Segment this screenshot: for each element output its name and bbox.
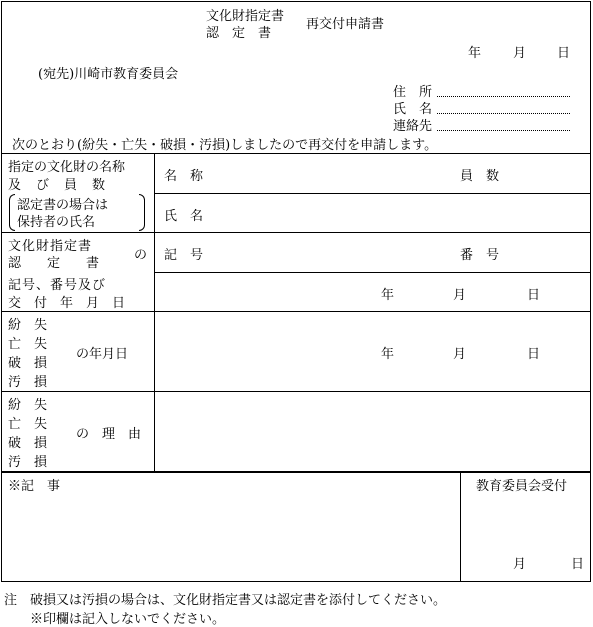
row4-divider <box>1 311 591 312</box>
reception-label: 教育委員会受付 <box>476 479 568 494</box>
table-column-divider <box>154 153 155 471</box>
title-suffix: 再交付申請書 <box>306 17 385 32</box>
row5-reason-3: 破 損 <box>8 356 48 371</box>
table-top-line <box>1 153 591 154</box>
date-year: 年 <box>468 46 482 61</box>
row2-divider <box>1 232 591 233</box>
row1-label-line2: 及 び 員 数 <box>8 178 107 193</box>
date-month: 月 <box>513 46 527 61</box>
row2-name-header: 氏 名 <box>164 209 204 224</box>
reception-day: 日 <box>571 557 585 572</box>
row5-month: 月 <box>453 347 467 362</box>
addressee: (宛先)川崎市教育委員会 <box>38 67 179 82</box>
note-line1: 注 破損又は汚損の場合は、文化財指定書又は認定書を添付してください。 <box>4 593 447 608</box>
row5-divider <box>1 391 591 392</box>
title-line1: 文化財指定書 <box>206 9 285 24</box>
row2-label-line2: 保持者の氏名 <box>17 215 96 230</box>
row3-label-line2: 認 定 書 <box>8 256 100 271</box>
row6-reason-4: 汚 損 <box>8 455 48 470</box>
title-line2: 認 定 書 <box>206 26 272 41</box>
reception-month: 月 <box>513 557 527 572</box>
row5-date-label: の年月日 <box>76 347 129 362</box>
row6-reason-1: 紛 失 <box>8 398 48 413</box>
row6-reason-3: 破 損 <box>8 436 48 451</box>
row1-count-header: 員 数 <box>460 169 500 184</box>
row4-label-line2: 交 付 年 月 日 <box>8 296 126 311</box>
applicant-contact-field[interactable] <box>437 130 570 131</box>
applicant-name-field[interactable] <box>437 113 570 114</box>
row5-day: 日 <box>527 347 541 362</box>
row1-label-line1: 指定の文化財の名称 <box>8 160 126 175</box>
row3-symbol-header: 記 号 <box>164 248 204 263</box>
row3-number-header: 番 号 <box>460 248 500 263</box>
row3-divider <box>154 272 591 273</box>
applicant-contact-label: 連絡先 <box>393 119 433 134</box>
row3-label-line1: 文化財指定書 <box>8 239 93 254</box>
row5-reason-1: 紛 失 <box>8 318 48 333</box>
applicant-name-label: 氏 名 <box>393 102 433 117</box>
row4-day: 日 <box>527 288 541 303</box>
row6-reason-2: 亡 失 <box>8 417 48 432</box>
row2-right-bracket <box>139 194 145 231</box>
row1-name-header: 名 称 <box>164 169 204 184</box>
row5-year: 年 <box>381 347 395 362</box>
date-day: 日 <box>557 46 571 61</box>
row6-reason-label: の 理 由 <box>76 427 142 442</box>
row1-divider <box>154 193 591 194</box>
row2-label-line1: 認定書の場合は <box>17 198 109 213</box>
row3-no-particle: の <box>134 248 148 263</box>
row2-left-bracket <box>9 194 15 231</box>
row1-name-field[interactable] <box>160 167 440 187</box>
row4-year: 年 <box>381 288 395 303</box>
applicant-address-label: 住 所 <box>393 85 433 100</box>
row4-label-line1: 記号、番号及び <box>8 278 107 293</box>
note-line2: ※印欄は記入しないでください。 <box>30 612 226 627</box>
table-bottom-line <box>1 471 591 473</box>
reception-divider <box>460 471 461 582</box>
row5-reason-4: 汚 損 <box>8 375 48 390</box>
row5-reason-2: 亡 失 <box>8 337 48 352</box>
row4-month: 月 <box>453 288 467 303</box>
applicant-address-field[interactable] <box>437 96 570 97</box>
statement-text: 次のとおり(紛失・亡失・破損・汚損)しましたので再交付を申請します。 <box>12 138 438 153</box>
remarks-label: ※記 事 <box>8 479 61 494</box>
